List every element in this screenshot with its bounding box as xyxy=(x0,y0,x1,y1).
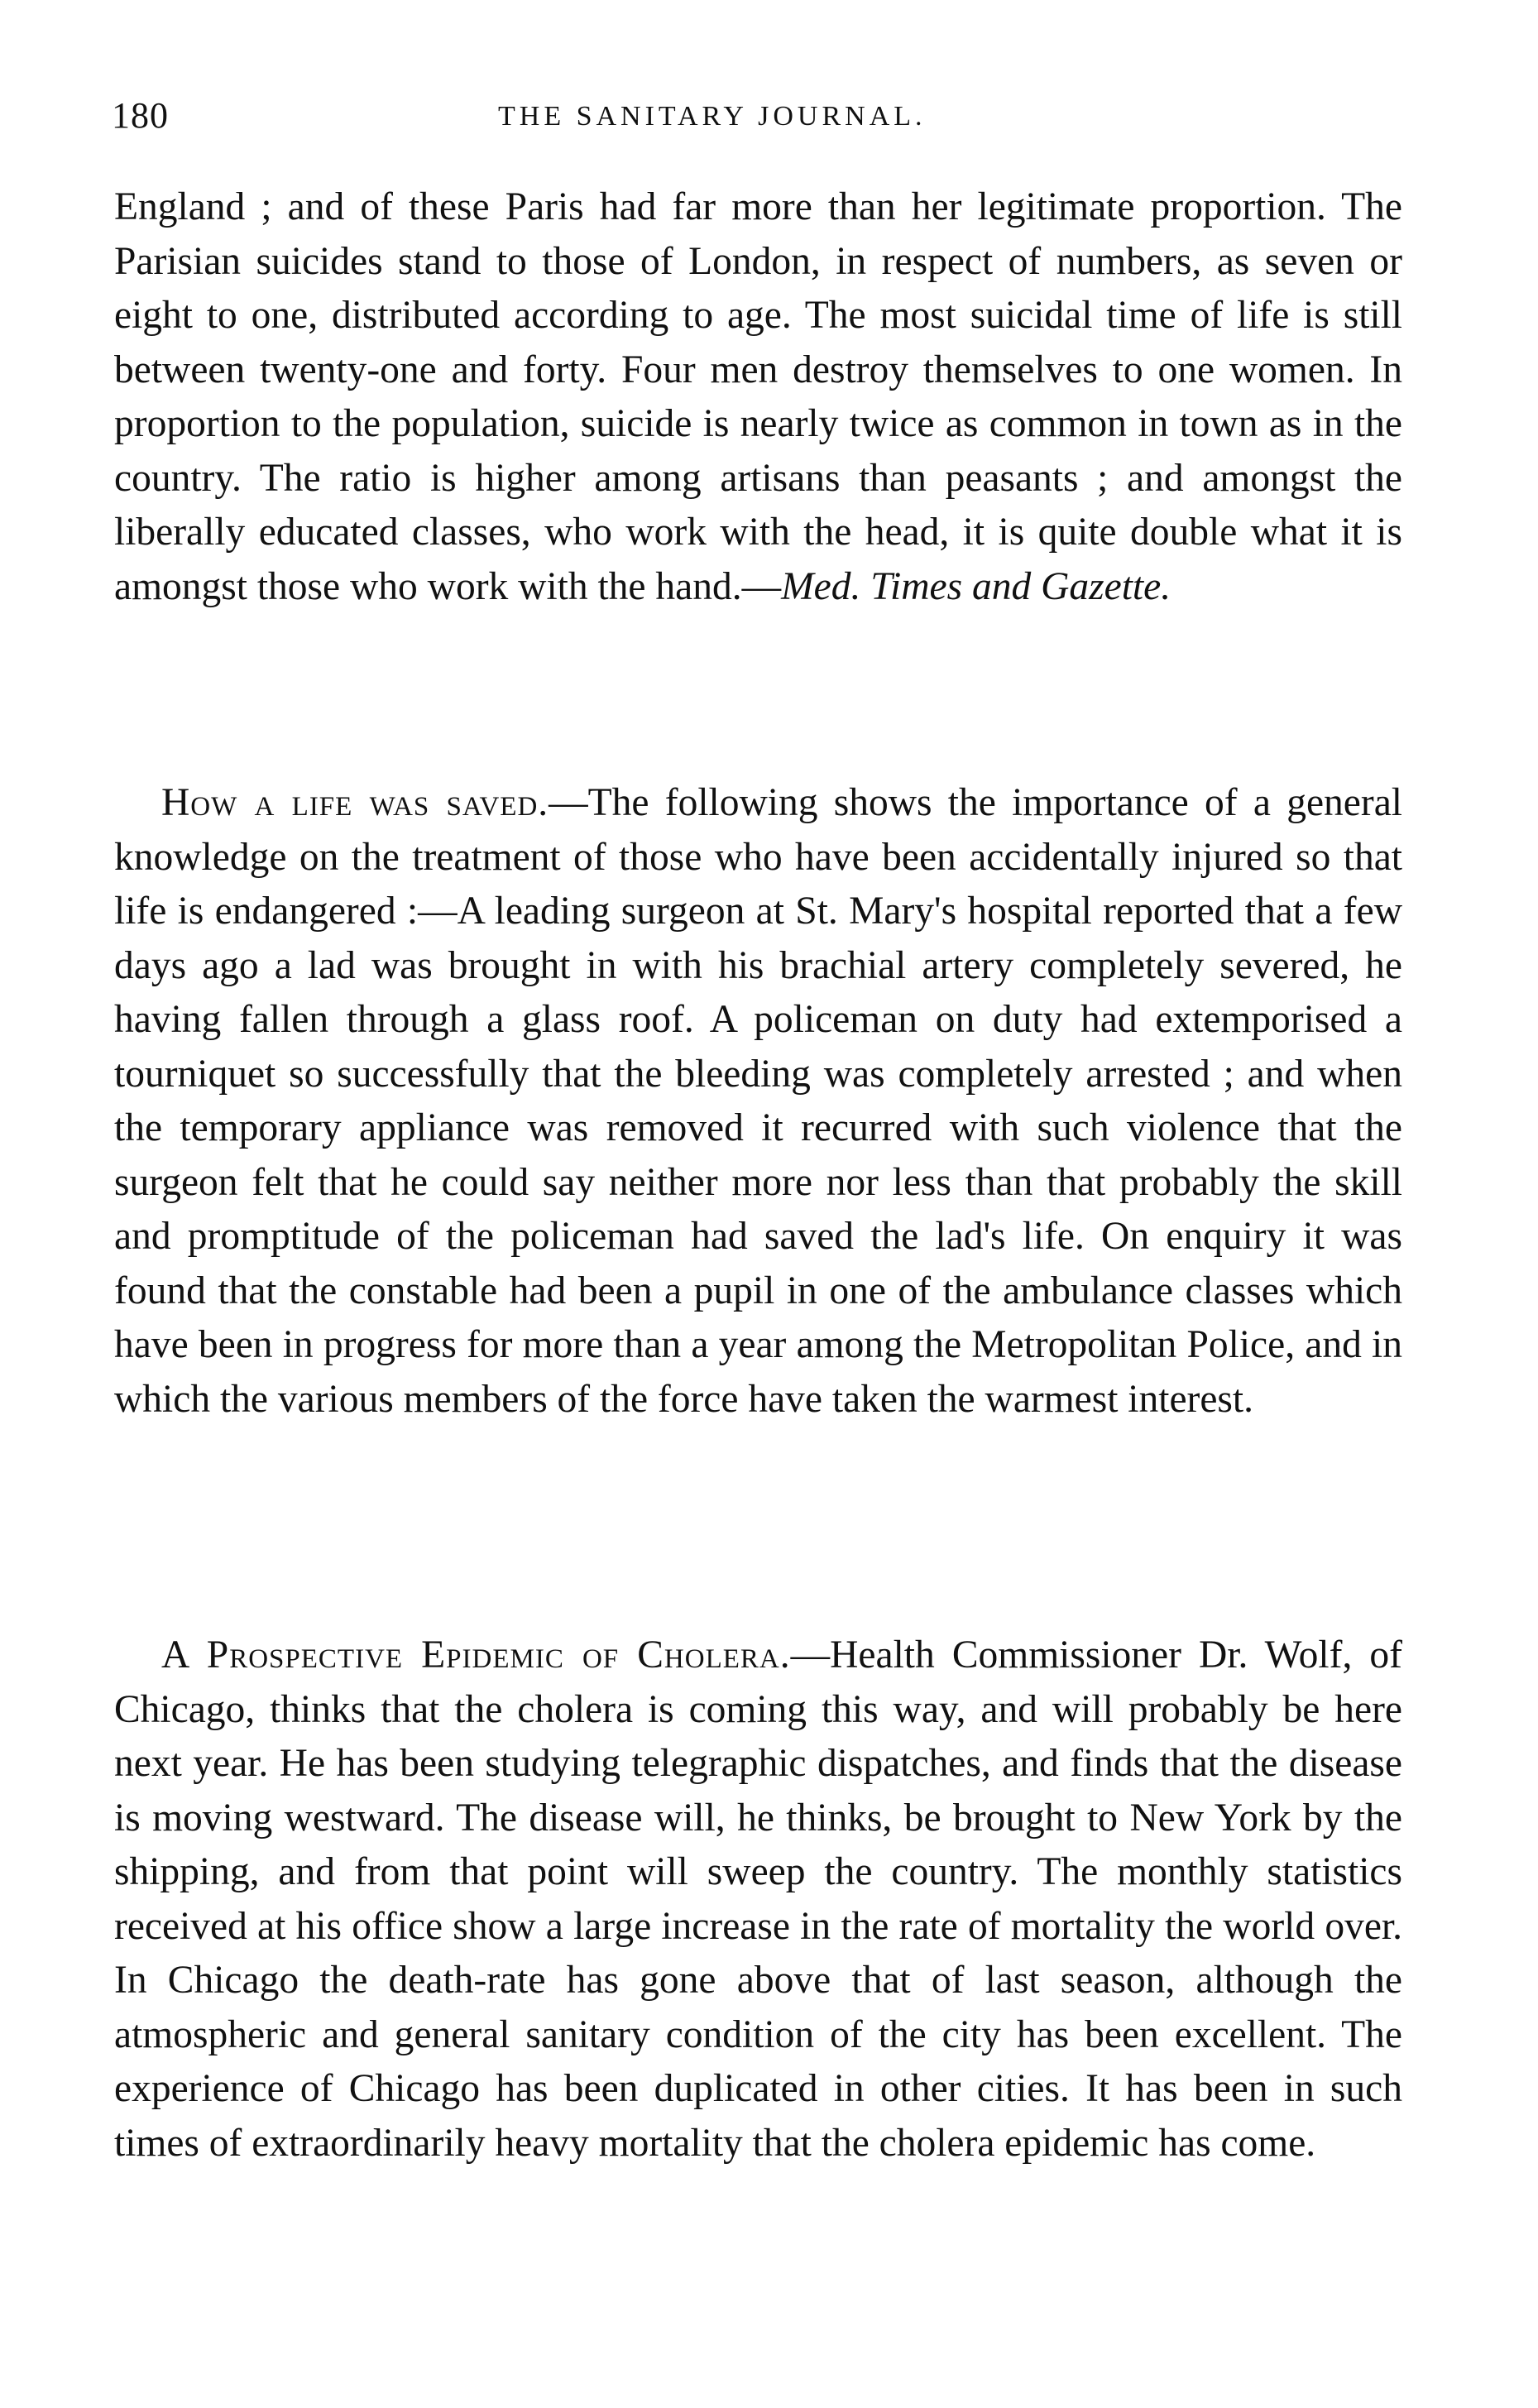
page-number: 180 xyxy=(112,95,169,136)
article-suicide-statistics xyxy=(114,180,1402,614)
journal-title: THE SANITARY JOURNAL. xyxy=(498,101,927,132)
article-heading: How a life was saved. xyxy=(161,781,549,824)
article-paragraph xyxy=(114,776,1402,1427)
article-paragraph xyxy=(114,1629,1402,2171)
article-cholera-epidemic xyxy=(114,1629,1402,2171)
article-body: England ; and of these Paris had far more than her legitimate proportion. The Parisian suicides stand to those of London, in respect of numbers, as seven or eight to one, distributed according to age. The most suicidal time of life is still between twenty-one and forty. Four men destroy themselves to one women. In proportion to the population, suicide is nearly twice as common in town as in the country. The ratio is higher among artisans than peasants ; and amongst the liberally educated classes, who work with the head, it is quite double what it is amongst those who work with the hand.— xyxy=(114,185,1402,608)
article-body: —Health Commissioner Dr. Wolf, of Chicago, thinks that the cholera is coming this way, and will probably be here next year. He has been studying telegraphic dispatches, and finds that the disease is moving westward. The disease will, he thinks, be brought to New York by the shipping, and from that point will sweep the country. The monthly statistics received at his office show a large increase in the rate of mortality the world over. In Chicago the death-rate has gone above that of last season, although the atmospheric and general sanitary condition of the city has been excellent. The experience of Chicago has been duplicated in other cities. It has been in such times of extraordinarily heavy mortality that the cholera epidemic has come. xyxy=(114,1633,1402,2165)
article-body: —The following shows the importance of a general knowledge on the treatment of those who have been accidentally injured so that life is endangered :—A leading surgeon at St. Mary's hospital reported that a few days ago a lad was brought in with his brachial artery completely severed, he having fallen through a glass roof. A policeman on duty had extemporised a tourniquet so successfully that the bleeding was completely arrested ; and when the temporary appliance was removed it recurred with such violence that the surgeon felt that he could say neither more nor less than that probably the skill and promptitude of the policeman had saved the lad's life. On enquiry it was found that the constable had been a pupil in one of the ambulance classes which have been in progress for more than a year among the Metropolitan Police, and in which the various members of the force have taken the warmest interest. xyxy=(114,781,1402,1421)
article-paragraph xyxy=(114,180,1402,614)
article-heading: A Prospective Epidemic of Cholera. xyxy=(161,1633,791,1676)
article-how-a-life-was-saved xyxy=(114,776,1402,1427)
article-citation: Med. Times and Gazette. xyxy=(781,564,1171,608)
running-head xyxy=(0,95,1538,145)
